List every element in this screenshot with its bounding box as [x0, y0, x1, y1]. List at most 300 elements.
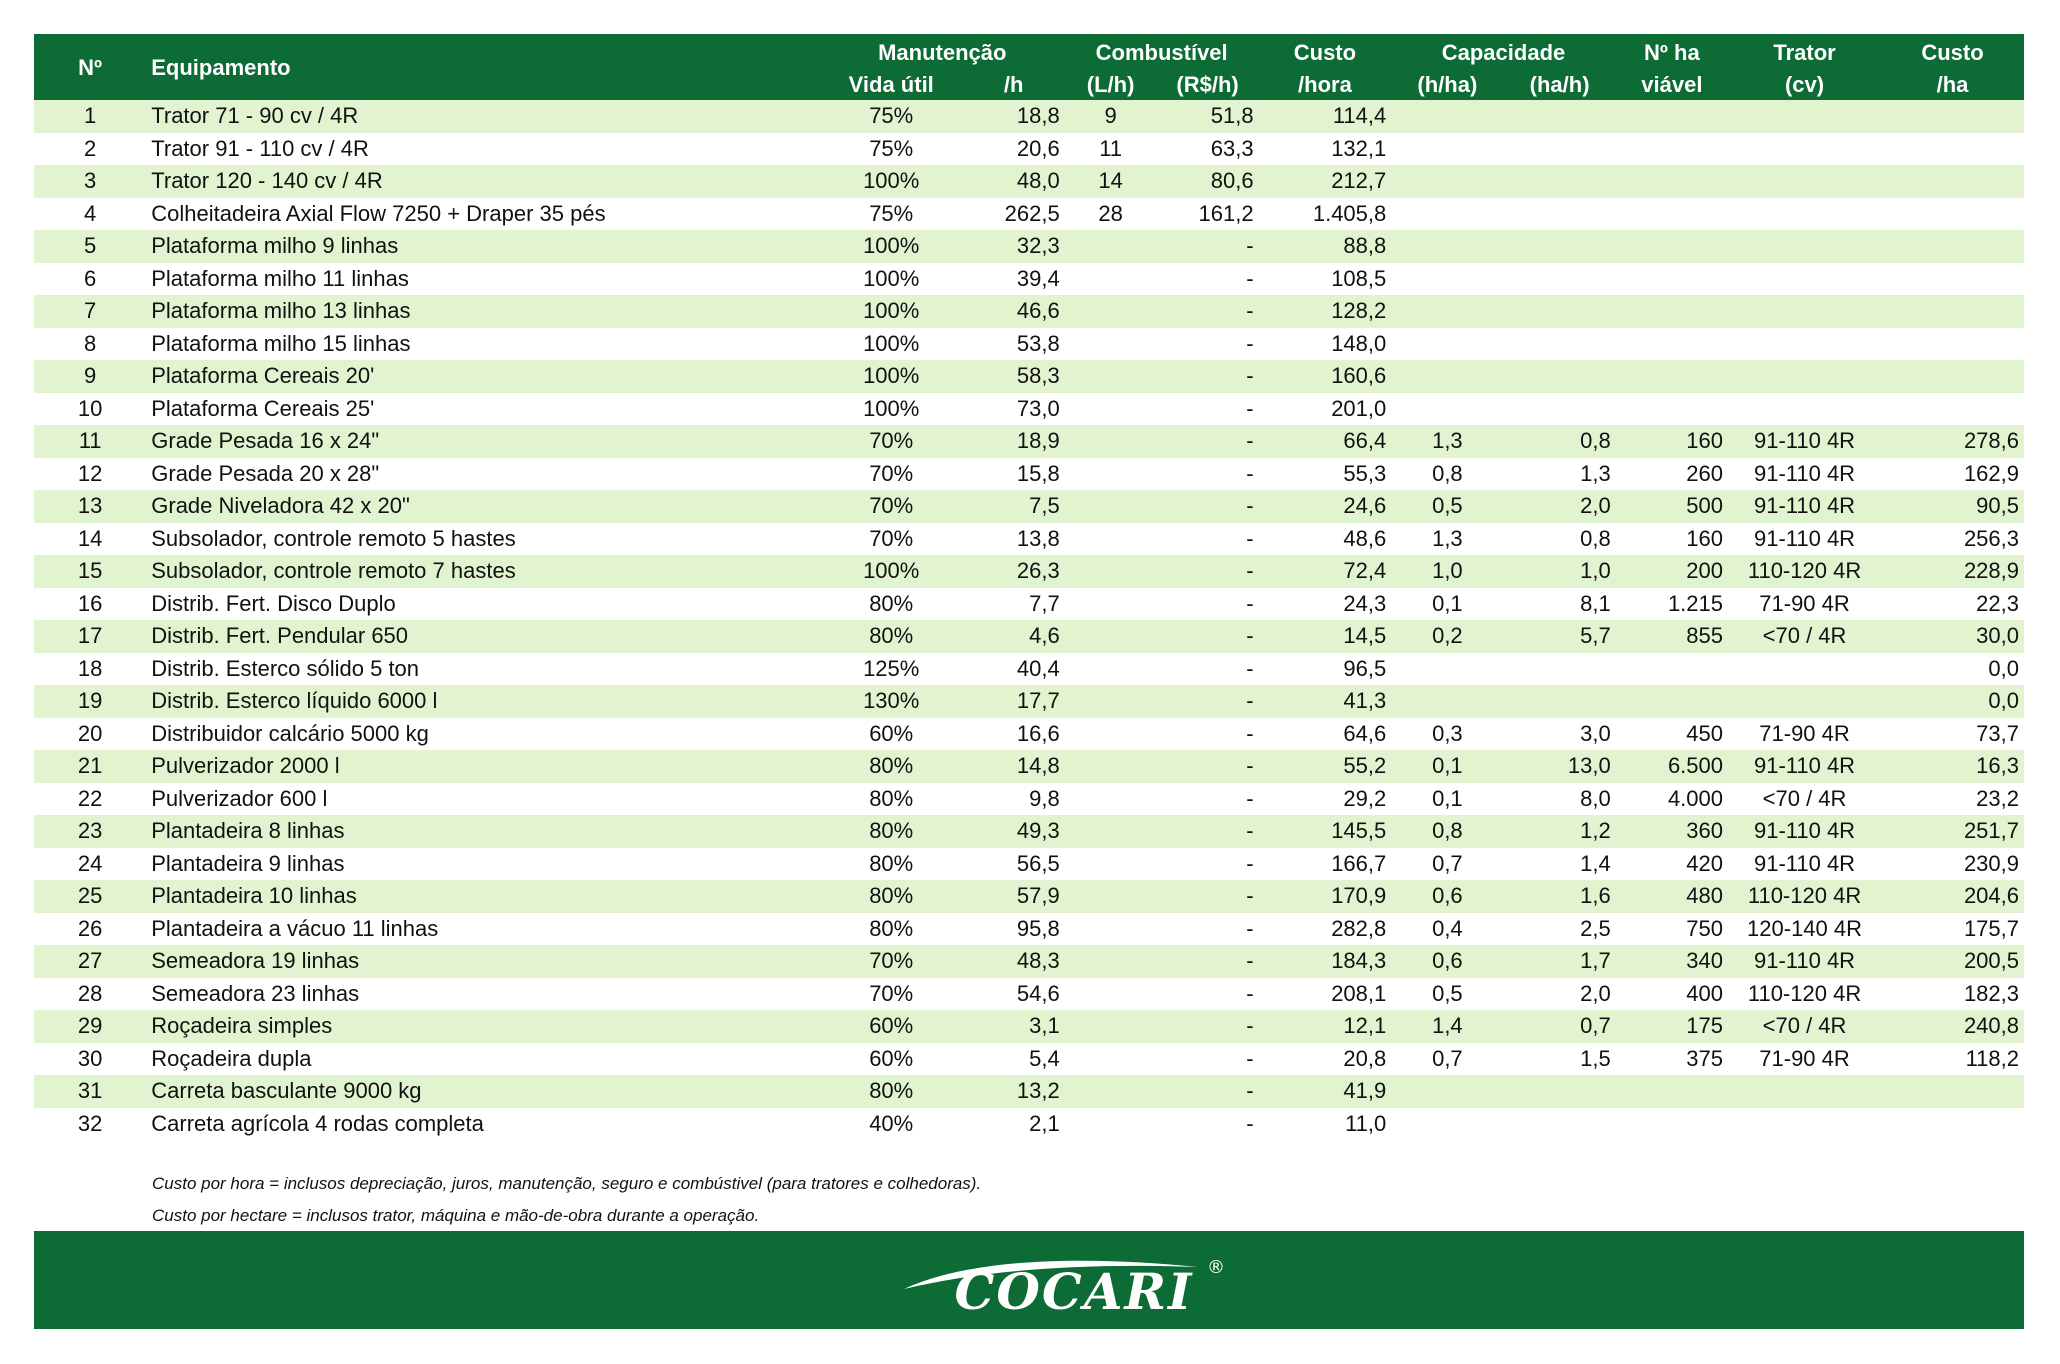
- row-reais-hour: -: [1157, 815, 1259, 848]
- table-row: [34, 198, 2024, 231]
- row-h-per-ha: [1391, 100, 1503, 133]
- row-h-per-ha: 0,2: [1391, 620, 1503, 653]
- row-equipment: Roçadeira dupla: [146, 1043, 820, 1076]
- row-liters-hour: [1065, 360, 1157, 393]
- row-reais-hour: -: [1157, 913, 1259, 946]
- table-row: [34, 880, 2024, 913]
- row-nha-viavel: 1.215: [1616, 588, 1728, 621]
- row-ha-per-h: 0,8: [1504, 425, 1616, 458]
- header-row-top: [34, 34, 2024, 70]
- row-num: 16: [34, 588, 146, 621]
- row-trator: [1728, 263, 1881, 296]
- row-vida-util: 100%: [820, 165, 963, 198]
- table-row: [34, 230, 2024, 263]
- row-custo-ha: 30,0: [1881, 620, 2024, 653]
- table-row: [34, 490, 2024, 523]
- row-vida-util: 100%: [820, 295, 963, 328]
- row-vida-util: 75%: [820, 133, 963, 166]
- row-equipment: Grade Pesada 16 x 24": [146, 425, 820, 458]
- row-custo-ha: 251,7: [1881, 815, 2024, 848]
- row-vida-util: 60%: [820, 1010, 963, 1043]
- row-liters-hour: [1065, 653, 1157, 686]
- row-ha-per-h: 8,1: [1504, 588, 1616, 621]
- row-custo-ha: 204,6: [1881, 880, 2024, 913]
- row-equipment: Plataforma Cereais 20': [146, 360, 820, 393]
- table-row: [34, 165, 2024, 198]
- row-custo-ha: 162,9: [1881, 458, 2024, 491]
- row-ha-per-h: [1504, 1108, 1616, 1141]
- row-liters-hour: [1065, 1010, 1157, 1043]
- row-h-per-ha: 0,5: [1391, 978, 1503, 1011]
- row-custo-ha: [1881, 198, 2024, 231]
- col-header-per-hour: /h: [963, 70, 1065, 100]
- row-trator: [1728, 133, 1881, 166]
- row-num: 11: [34, 425, 146, 458]
- row-vida-util: 70%: [820, 978, 963, 1011]
- footnote-hourly-cost: Custo por hora = inclusos depreciação, juros, manutenção, seguro e combústivel (para tratores e colhedoras).: [152, 1174, 982, 1193]
- col-header-liters-hour: (L/h): [1065, 70, 1157, 100]
- row-custo-hora: 132,1: [1259, 133, 1392, 166]
- row-liters-hour: [1065, 620, 1157, 653]
- row-trator: [1728, 165, 1881, 198]
- row-trator: <70 / 4R: [1728, 783, 1881, 816]
- row-manutencao-hora: 13,2: [963, 1075, 1065, 1108]
- table-row: [34, 295, 2024, 328]
- row-nha-viavel: 400: [1616, 978, 1728, 1011]
- row-liters-hour: [1065, 718, 1157, 751]
- row-ha-per-h: [1504, 295, 1616, 328]
- row-vida-util: 70%: [820, 425, 963, 458]
- row-vida-util: 100%: [820, 328, 963, 361]
- row-custo-hora: 11,0: [1259, 1108, 1392, 1141]
- row-trator: 91-110 4R: [1728, 458, 1881, 491]
- row-nha-viavel: 200: [1616, 555, 1728, 588]
- row-custo-ha: 73,7: [1881, 718, 2024, 751]
- row-nha-viavel: [1616, 165, 1728, 198]
- row-nha-viavel: [1616, 133, 1728, 166]
- row-h-per-ha: [1391, 1075, 1503, 1108]
- row-ha-per-h: 2,5: [1504, 913, 1616, 946]
- row-manutencao-hora: 13,8: [963, 523, 1065, 556]
- row-vida-util: 40%: [820, 1108, 963, 1141]
- row-manutencao-hora: 9,8: [963, 783, 1065, 816]
- table-row: [34, 718, 2024, 751]
- row-reais-hour: -: [1157, 458, 1259, 491]
- row-equipment: Plataforma milho 11 linhas: [146, 263, 820, 296]
- row-num: 23: [34, 815, 146, 848]
- col-header-vida-util: Vida útil: [820, 70, 963, 100]
- row-nha-viavel: 750: [1616, 913, 1728, 946]
- row-vida-util: 80%: [820, 783, 963, 816]
- row-custo-hora: 64,6: [1259, 718, 1392, 751]
- row-nha-viavel: [1616, 360, 1728, 393]
- row-ha-per-h: 1,5: [1504, 1043, 1616, 1076]
- col-header-viavel: viável: [1616, 70, 1728, 100]
- row-h-per-ha: [1391, 263, 1503, 296]
- row-custo-hora: 12,1: [1259, 1010, 1392, 1043]
- row-vida-util: 60%: [820, 718, 963, 751]
- row-num: 21: [34, 750, 146, 783]
- row-ha-per-h: [1504, 1075, 1616, 1108]
- row-equipment: Semeadora 19 linhas: [146, 945, 820, 978]
- row-custo-hora: 108,5: [1259, 263, 1392, 296]
- row-h-per-ha: 1,3: [1391, 523, 1503, 556]
- row-h-per-ha: [1391, 685, 1503, 718]
- row-liters-hour: [1065, 783, 1157, 816]
- row-nha-viavel: 340: [1616, 945, 1728, 978]
- row-liters-hour: [1065, 913, 1157, 946]
- row-custo-ha: [1881, 1108, 2024, 1141]
- row-nha-viavel: [1616, 100, 1728, 133]
- row-nha-viavel: [1616, 263, 1728, 296]
- row-custo-hora: 72,4: [1259, 555, 1392, 588]
- row-trator: 120-140 4R: [1728, 913, 1881, 946]
- row-trator: [1728, 653, 1881, 686]
- row-trator: 91-110 4R: [1728, 425, 1881, 458]
- table-row: [34, 263, 2024, 296]
- row-vida-util: 125%: [820, 653, 963, 686]
- row-reais-hour: 80,6: [1157, 165, 1259, 198]
- row-equipment: Pulverizador 600 l: [146, 783, 820, 816]
- row-custo-hora: 55,2: [1259, 750, 1392, 783]
- row-equipment: Plantadeira a vácuo 11 linhas: [146, 913, 820, 946]
- row-custo-hora: 160,6: [1259, 360, 1392, 393]
- col-header-trator: Trator: [1728, 34, 1881, 70]
- row-reais-hour: -: [1157, 263, 1259, 296]
- row-ha-per-h: 1,2: [1504, 815, 1616, 848]
- row-trator: 91-110 4R: [1728, 815, 1881, 848]
- row-equipment: Semeadora 23 linhas: [146, 978, 820, 1011]
- row-manutencao-hora: 7,7: [963, 588, 1065, 621]
- row-num: 14: [34, 523, 146, 556]
- row-manutencao-hora: 3,1: [963, 1010, 1065, 1043]
- row-reais-hour: -: [1157, 620, 1259, 653]
- row-num: 15: [34, 555, 146, 588]
- row-manutencao-hora: 46,6: [963, 295, 1065, 328]
- row-trator: [1728, 100, 1881, 133]
- row-custo-ha: 228,9: [1881, 555, 2024, 588]
- logo-wordmark: COCARI: [954, 1262, 1194, 1317]
- row-vida-util: 80%: [820, 620, 963, 653]
- row-liters-hour: [1065, 230, 1157, 263]
- row-num: 32: [34, 1108, 146, 1141]
- row-vida-util: 70%: [820, 458, 963, 491]
- row-trator: [1728, 295, 1881, 328]
- row-ha-per-h: 1,3: [1504, 458, 1616, 491]
- row-custo-ha: 240,8: [1881, 1010, 2024, 1043]
- row-custo-hora: 20,8: [1259, 1043, 1392, 1076]
- row-manutencao-hora: 56,5: [963, 848, 1065, 881]
- row-equipment: Plantadeira 9 linhas: [146, 848, 820, 881]
- col-header-combustivel: Combustível: [1065, 34, 1259, 70]
- row-manutencao-hora: 15,8: [963, 458, 1065, 491]
- row-custo-ha: 0,0: [1881, 685, 2024, 718]
- row-custo-hora: 212,7: [1259, 165, 1392, 198]
- table-row: [34, 360, 2024, 393]
- table-row: [34, 100, 2024, 133]
- row-vida-util: 70%: [820, 945, 963, 978]
- row-num: 10: [34, 393, 146, 426]
- row-manutencao-hora: 14,8: [963, 750, 1065, 783]
- row-liters-hour: [1065, 1075, 1157, 1108]
- row-custo-hora: 282,8: [1259, 913, 1392, 946]
- row-equipment: Roçadeira simples: [146, 1010, 820, 1043]
- row-vida-util: 100%: [820, 360, 963, 393]
- row-custo-hora: 48,6: [1259, 523, 1392, 556]
- row-trator: 110-120 4R: [1728, 555, 1881, 588]
- row-trator: 91-110 4R: [1728, 523, 1881, 556]
- table-row: [34, 750, 2024, 783]
- row-manutencao-hora: 49,3: [963, 815, 1065, 848]
- row-num: 1: [34, 100, 146, 133]
- row-vida-util: 100%: [820, 393, 963, 426]
- row-equipment: Subsolador, controle remoto 7 hastes: [146, 555, 820, 588]
- row-liters-hour: [1065, 328, 1157, 361]
- row-h-per-ha: 0,5: [1391, 490, 1503, 523]
- row-custo-hora: 201,0: [1259, 393, 1392, 426]
- row-trator: 71-90 4R: [1728, 718, 1881, 751]
- row-custo-ha: 16,3: [1881, 750, 2024, 783]
- row-reais-hour: -: [1157, 425, 1259, 458]
- row-custo-hora: 14,5: [1259, 620, 1392, 653]
- row-custo-ha: [1881, 133, 2024, 166]
- row-nha-viavel: 160: [1616, 523, 1728, 556]
- row-custo-ha: 230,9: [1881, 848, 2024, 881]
- row-num: 22: [34, 783, 146, 816]
- row-custo-hora: 166,7: [1259, 848, 1392, 881]
- table-row: [34, 588, 2024, 621]
- footnotes: [152, 1168, 981, 1232]
- row-liters-hour: 11: [1065, 133, 1157, 166]
- row-ha-per-h: [1504, 198, 1616, 231]
- row-manutencao-hora: 32,3: [963, 230, 1065, 263]
- row-num: 9: [34, 360, 146, 393]
- row-ha-per-h: 0,8: [1504, 523, 1616, 556]
- row-liters-hour: [1065, 555, 1157, 588]
- row-manutencao-hora: 73,0: [963, 393, 1065, 426]
- footnote-hectare-cost: Custo por hectare = inclusos trator, máquina e mão-de-obra durante a operação.: [152, 1206, 760, 1225]
- row-h-per-ha: [1391, 360, 1503, 393]
- row-custo-hora: 184,3: [1259, 945, 1392, 978]
- row-h-per-ha: 1,3: [1391, 425, 1503, 458]
- row-manutencao-hora: 2,1: [963, 1108, 1065, 1141]
- row-nha-viavel: 160: [1616, 425, 1728, 458]
- row-ha-per-h: 1,4: [1504, 848, 1616, 881]
- table-row: [34, 620, 2024, 653]
- row-custo-hora: 114,4: [1259, 100, 1392, 133]
- table-row: [34, 1108, 2024, 1141]
- row-equipment: Pulverizador 2000 l: [146, 750, 820, 783]
- row-equipment: Distrib. Esterco sólido 5 ton: [146, 653, 820, 686]
- row-liters-hour: [1065, 588, 1157, 621]
- row-manutencao-hora: 48,0: [963, 165, 1065, 198]
- row-reais-hour: -: [1157, 848, 1259, 881]
- row-h-per-ha: [1391, 328, 1503, 361]
- row-reais-hour: -: [1157, 1075, 1259, 1108]
- row-reais-hour: -: [1157, 360, 1259, 393]
- row-reais-hour: -: [1157, 945, 1259, 978]
- row-liters-hour: [1065, 458, 1157, 491]
- row-h-per-ha: [1391, 198, 1503, 231]
- table-row: [34, 1043, 2024, 1076]
- row-trator: [1728, 393, 1881, 426]
- row-nha-viavel: 360: [1616, 815, 1728, 848]
- row-manutencao-hora: 7,5: [963, 490, 1065, 523]
- row-trator: 91-110 4R: [1728, 750, 1881, 783]
- row-nha-viavel: [1616, 393, 1728, 426]
- table-row: [34, 913, 2024, 946]
- row-num: 3: [34, 165, 146, 198]
- row-num: 2: [34, 133, 146, 166]
- row-equipment: Trator 120 - 140 cv / 4R: [146, 165, 820, 198]
- row-nha-viavel: [1616, 1108, 1728, 1141]
- row-h-per-ha: [1391, 165, 1503, 198]
- row-vida-util: 100%: [820, 555, 963, 588]
- row-custo-ha: 23,2: [1881, 783, 2024, 816]
- row-custo-ha: 175,7: [1881, 913, 2024, 946]
- row-num: 12: [34, 458, 146, 491]
- row-num: 31: [34, 1075, 146, 1108]
- row-nha-viavel: 260: [1616, 458, 1728, 491]
- row-h-per-ha: [1391, 393, 1503, 426]
- row-vida-util: 60%: [820, 1043, 963, 1076]
- row-liters-hour: [1065, 978, 1157, 1011]
- row-liters-hour: [1065, 393, 1157, 426]
- row-vida-util: 100%: [820, 230, 963, 263]
- row-custo-ha: 22,3: [1881, 588, 2024, 621]
- row-custo-ha: [1881, 230, 2024, 263]
- row-trator: 71-90 4R: [1728, 588, 1881, 621]
- table-row: [34, 1075, 2024, 1108]
- row-ha-per-h: 0,7: [1504, 1010, 1616, 1043]
- row-liters-hour: [1065, 685, 1157, 718]
- row-equipment: Plantadeira 10 linhas: [146, 880, 820, 913]
- row-trator: [1728, 328, 1881, 361]
- row-trator: [1728, 230, 1881, 263]
- row-equipment: Trator 91 - 110 cv / 4R: [146, 133, 820, 166]
- row-nha-viavel: [1616, 230, 1728, 263]
- row-reais-hour: 161,2: [1157, 198, 1259, 231]
- row-custo-ha: 90,5: [1881, 490, 2024, 523]
- row-liters-hour: 9: [1065, 100, 1157, 133]
- row-ha-per-h: [1504, 230, 1616, 263]
- row-ha-per-h: [1504, 328, 1616, 361]
- table-row: [34, 815, 2024, 848]
- row-manutencao-hora: 57,9: [963, 880, 1065, 913]
- row-ha-per-h: 3,0: [1504, 718, 1616, 751]
- registered-mark-icon: ®: [1207, 1257, 1225, 1278]
- row-manutencao-hora: 95,8: [963, 913, 1065, 946]
- row-nha-viavel: 855: [1616, 620, 1728, 653]
- row-equipment: Plantadeira 8 linhas: [146, 815, 820, 848]
- row-equipment: Distrib. Fert. Disco Duplo: [146, 588, 820, 621]
- col-header-nha: Nº ha: [1616, 34, 1728, 70]
- row-num: 17: [34, 620, 146, 653]
- row-h-per-ha: [1391, 1108, 1503, 1141]
- table-row: [34, 458, 2024, 491]
- row-vida-util: 80%: [820, 880, 963, 913]
- table-row: [34, 685, 2024, 718]
- row-manutencao-hora: 16,6: [963, 718, 1065, 751]
- table-row: [34, 978, 2024, 1011]
- row-custo-hora: 29,2: [1259, 783, 1392, 816]
- row-vida-util: 80%: [820, 848, 963, 881]
- col-header-num: Nº: [34, 34, 146, 100]
- row-reais-hour: -: [1157, 393, 1259, 426]
- table-row: [34, 393, 2024, 426]
- row-nha-viavel: [1616, 685, 1728, 718]
- row-h-per-ha: 0,7: [1391, 1043, 1503, 1076]
- row-num: 24: [34, 848, 146, 881]
- row-custo-ha: 182,3: [1881, 978, 2024, 1011]
- row-vida-util: 130%: [820, 685, 963, 718]
- row-custo-ha: [1881, 393, 2024, 426]
- row-equipment: Distrib. Esterco líquido 6000 l: [146, 685, 820, 718]
- row-equipment: Plataforma milho 9 linhas: [146, 230, 820, 263]
- row-manutencao-hora: 26,3: [963, 555, 1065, 588]
- row-h-per-ha: [1391, 653, 1503, 686]
- row-ha-per-h: [1504, 263, 1616, 296]
- table-row: [34, 1010, 2024, 1043]
- row-reais-hour: -: [1157, 523, 1259, 556]
- row-nha-viavel: 4.000: [1616, 783, 1728, 816]
- row-custo-hora: 24,6: [1259, 490, 1392, 523]
- row-vida-util: 80%: [820, 1075, 963, 1108]
- table-row: [34, 848, 2024, 881]
- row-num: 5: [34, 230, 146, 263]
- row-reais-hour: -: [1157, 750, 1259, 783]
- row-ha-per-h: 2,0: [1504, 978, 1616, 1011]
- row-ha-per-h: [1504, 165, 1616, 198]
- col-header-cv: (cv): [1728, 70, 1881, 100]
- row-nha-viavel: [1616, 198, 1728, 231]
- row-trator: 71-90 4R: [1728, 1043, 1881, 1076]
- row-custo-hora: 24,3: [1259, 588, 1392, 621]
- row-reais-hour: -: [1157, 685, 1259, 718]
- row-num: 28: [34, 978, 146, 1011]
- row-num: 29: [34, 1010, 146, 1043]
- row-custo-hora: 66,4: [1259, 425, 1392, 458]
- row-nha-viavel: [1616, 653, 1728, 686]
- row-liters-hour: [1065, 263, 1157, 296]
- row-liters-hour: [1065, 523, 1157, 556]
- row-nha-viavel: 420: [1616, 848, 1728, 881]
- row-vida-util: 75%: [820, 100, 963, 133]
- row-manutencao-hora: 40,4: [963, 653, 1065, 686]
- row-h-per-ha: 0,8: [1391, 815, 1503, 848]
- row-ha-per-h: 13,0: [1504, 750, 1616, 783]
- table-row: [34, 945, 2024, 978]
- row-custo-ha: [1881, 100, 2024, 133]
- row-manutencao-hora: 58,3: [963, 360, 1065, 393]
- row-h-per-ha: 1,4: [1391, 1010, 1503, 1043]
- row-ha-per-h: 8,0: [1504, 783, 1616, 816]
- row-trator: 91-110 4R: [1728, 490, 1881, 523]
- row-custo-ha: [1881, 263, 2024, 296]
- row-vida-util: 80%: [820, 588, 963, 621]
- row-ha-per-h: [1504, 653, 1616, 686]
- row-equipment: Colheitadeira Axial Flow 7250 + Draper 35 pés: [146, 198, 820, 231]
- col-header-capacidade: Capacidade: [1391, 34, 1616, 70]
- row-manutencao-hora: 20,6: [963, 133, 1065, 166]
- row-trator: [1728, 1108, 1881, 1141]
- row-custo-ha: 256,3: [1881, 523, 2024, 556]
- row-custo-ha: [1881, 165, 2024, 198]
- row-trator: 110-120 4R: [1728, 978, 1881, 1011]
- row-num: 4: [34, 198, 146, 231]
- row-custo-hora: 96,5: [1259, 653, 1392, 686]
- row-nha-viavel: 500: [1616, 490, 1728, 523]
